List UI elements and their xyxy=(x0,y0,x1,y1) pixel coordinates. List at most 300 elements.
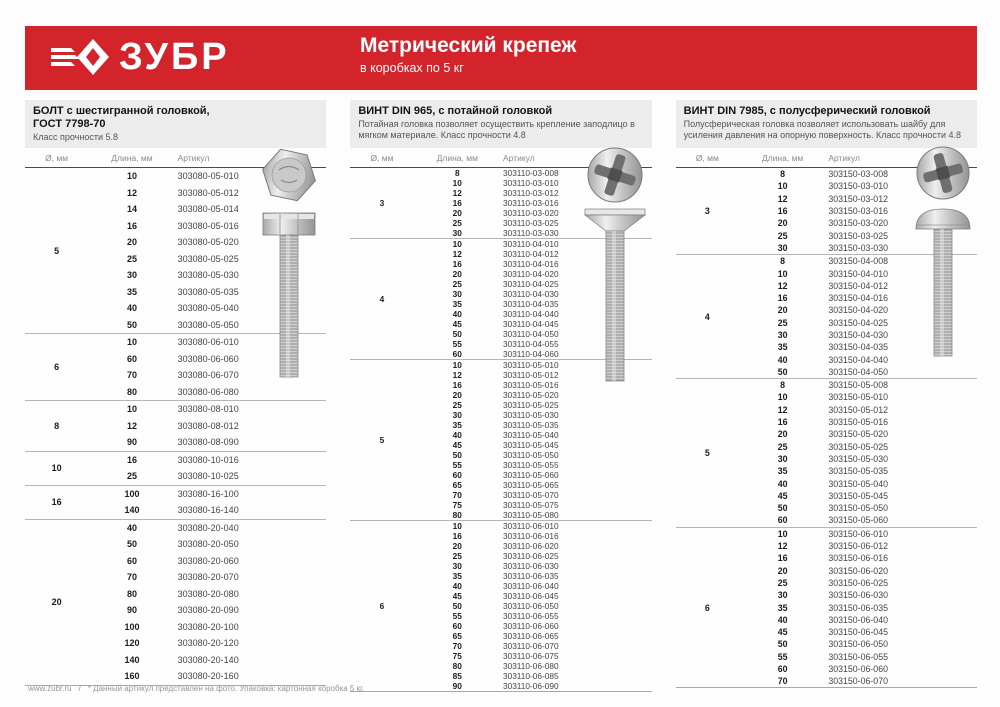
sku-cell: 303080-08-010 xyxy=(176,401,327,418)
sku-cell: 303110-04-055 xyxy=(502,339,559,349)
length-cell: 50 xyxy=(126,539,137,550)
section-title: ВИНТ DIN 7985, с полусферический головкой xyxy=(683,105,931,117)
sku-cell: 303110-03-030 xyxy=(502,228,559,238)
sku-cell: 303080-05-025 xyxy=(177,253,239,264)
length-cell: 60 xyxy=(126,555,137,566)
sku-cell: 303150-06-040 xyxy=(828,614,888,625)
length-cell: 12 xyxy=(126,187,137,198)
sku-cell: 303080-06-060 xyxy=(177,353,239,364)
length-cell: 35 xyxy=(126,286,137,297)
length-cell: 20 xyxy=(452,390,462,400)
sku-cell: 303110-04-050 xyxy=(502,329,559,339)
length-cell: 25 xyxy=(126,253,137,264)
sku-cell: 303110-06-050 xyxy=(502,601,559,611)
length-cell: 75 xyxy=(452,651,462,661)
table-row xyxy=(676,527,977,540)
sku-cell: 303080-08-012 xyxy=(177,420,239,431)
sku-cell: 303150-03-030 xyxy=(828,242,888,253)
length-cell: 40 xyxy=(777,478,788,489)
sku-cell: 303110-05-040 xyxy=(502,430,559,440)
length-cell: 10 xyxy=(88,168,175,185)
sku-cell: 303150-06-020 xyxy=(828,565,888,576)
length-cell: 16 xyxy=(126,220,137,231)
sku-cell: 303110-06-055 xyxy=(502,611,559,621)
sku-cell: 303150-05-035 xyxy=(828,466,888,477)
length-cell: 70 xyxy=(452,641,462,651)
diameter-cell: 3 xyxy=(350,168,413,239)
length-cell: 30 xyxy=(452,561,462,571)
length-cell: 10 xyxy=(414,521,501,532)
section-title-line2: ГОСТ 7798-70 xyxy=(33,118,106,131)
length-cell: 25 xyxy=(777,577,788,588)
length-cell: 16 xyxy=(777,206,788,217)
sku-cell: 303150-05-050 xyxy=(828,503,888,514)
sku-cell: 303150-04-050 xyxy=(828,366,888,377)
page-title: Метрический крепеж xyxy=(360,34,577,57)
catalog-content xyxy=(25,100,977,692)
sku-cell: 303110-04-016 xyxy=(502,259,559,269)
length-cell: 65 xyxy=(452,631,462,641)
sku-cell: 303110-06-010 xyxy=(501,521,652,532)
sku-cell: 303150-05-060 xyxy=(828,515,888,526)
length-cell: 16 xyxy=(777,417,788,428)
sku-cell: 303110-04-030 xyxy=(502,289,559,299)
sku-cell: 303080-05-014 xyxy=(177,204,239,215)
length-cell: 16 xyxy=(88,451,175,468)
sku-cell: 303110-04-045 xyxy=(502,319,559,329)
length-cell: 35 xyxy=(777,466,788,477)
length-cell: 20 xyxy=(126,237,137,248)
length-cell: 40 xyxy=(452,581,462,591)
length-cell: 12 xyxy=(126,420,137,431)
length-cell: 25 xyxy=(452,400,462,410)
length-cell: 30 xyxy=(777,453,788,464)
sku-cell: 303110-04-012 xyxy=(502,249,559,259)
col-header-length: Длина, мм xyxy=(414,151,501,168)
sku-cell: 303150-06-060 xyxy=(828,664,888,675)
length-cell: 10 xyxy=(777,392,788,403)
length-cell: 16 xyxy=(777,293,788,304)
sku-cell: 303110-05-075 xyxy=(502,500,559,510)
sku-cell: 303110-05-010 xyxy=(501,360,652,371)
sku-cell: 303150-05-025 xyxy=(828,441,888,452)
sku-cell: 303110-03-008 xyxy=(501,168,652,179)
length-cell: 80 xyxy=(452,510,462,520)
diameter-cell: 4 xyxy=(350,239,413,360)
col-header-diameter: Ø, мм xyxy=(676,151,739,168)
sku-cell: 303150-03-020 xyxy=(828,218,888,229)
sku-cell: 303110-04-060 xyxy=(502,349,559,359)
length-cell: 90 xyxy=(126,437,137,448)
sku-cell: 303080-05-050 xyxy=(177,319,239,330)
length-cell: 45 xyxy=(777,627,788,638)
diameter-cell: 16 xyxy=(25,485,88,519)
sku-cell: 303110-05-020 xyxy=(502,390,559,400)
sku-cell: 303110-06-075 xyxy=(502,651,559,661)
sku-cell: 303080-10-025 xyxy=(177,471,239,482)
length-cell: 60 xyxy=(452,349,462,359)
sku-cell: 303110-06-080 xyxy=(502,661,559,671)
sku-cell: 303150-06-055 xyxy=(828,651,888,662)
sku-cell: 303110-06-060 xyxy=(502,621,559,631)
sku-cell: 303110-06-065 xyxy=(502,631,559,641)
sku-cell: 303080-20-040 xyxy=(176,519,327,536)
section-description: Потайная головка позволяет осуществить крепление заподлицо в мягком материале. Класс прочности 4.8 xyxy=(358,119,635,141)
sku-cell: 303150-06-045 xyxy=(828,627,888,638)
length-cell: 100 xyxy=(124,621,140,632)
sku-cell: 303150-04-020 xyxy=(828,305,888,316)
sku-cell: 303080-05-030 xyxy=(177,270,239,281)
length-cell: 140 xyxy=(124,505,140,516)
diameter-cell: 6 xyxy=(350,521,413,692)
length-cell: 80 xyxy=(126,588,137,599)
sku-cell: 303110-05-030 xyxy=(502,410,559,420)
col-header-diameter: Ø, мм xyxy=(350,151,413,168)
sku-cell: 303080-05-010 xyxy=(176,168,327,185)
sku-cell: 303150-06-070 xyxy=(828,676,888,687)
length-cell: 16 xyxy=(452,198,462,208)
length-cell: 40 xyxy=(88,519,175,536)
diameter-cell: 6 xyxy=(25,334,88,401)
sku-cell: 303110-04-040 xyxy=(502,309,559,319)
sku-cell: 303110-05-050 xyxy=(502,450,559,460)
length-cell: 45 xyxy=(452,591,462,601)
length-cell: 12 xyxy=(777,404,788,415)
length-cell: 30 xyxy=(777,330,788,340)
length-cell: 20 xyxy=(452,269,462,279)
length-cell: 40 xyxy=(452,430,462,440)
table-row xyxy=(25,401,326,418)
length-cell: 30 xyxy=(777,242,788,253)
col-header-length: Длина, мм xyxy=(88,151,175,168)
sku-cell: 303110-03-025 xyxy=(502,218,559,228)
length-cell: 140 xyxy=(124,654,140,665)
length-cell: 80 xyxy=(126,386,137,397)
length-cell: 70 xyxy=(452,490,462,500)
table-row xyxy=(25,451,326,468)
length-cell: 12 xyxy=(452,188,462,198)
length-cell: 85 xyxy=(452,671,462,681)
section-title-line1: БОЛТ с шестигранной головкой, xyxy=(33,105,210,117)
length-cell: 16 xyxy=(452,380,462,390)
length-cell: 20 xyxy=(777,565,788,576)
length-cell: 45 xyxy=(452,319,462,329)
sku-cell: 303080-20-050 xyxy=(177,539,239,550)
length-cell: 50 xyxy=(777,503,788,514)
length-cell: 12 xyxy=(452,370,462,380)
sku-cell: 303150-05-030 xyxy=(828,453,888,464)
length-cell: 70 xyxy=(777,676,788,687)
diameter-cell: 20 xyxy=(25,519,88,685)
length-cell: 50 xyxy=(452,450,462,460)
length-cell: 50 xyxy=(452,601,462,611)
diameter-cell: 8 xyxy=(25,401,88,452)
length-cell: 55 xyxy=(452,339,462,349)
zubr-logo-icon xyxy=(51,35,109,79)
sku-cell: 303150-04-035 xyxy=(828,342,888,353)
length-cell: 160 xyxy=(124,671,140,682)
sku-cell: 303110-03-010 xyxy=(502,178,559,188)
sku-cell: 303110-05-012 xyxy=(502,370,559,380)
length-cell: 45 xyxy=(452,440,462,450)
length-cell: 100 xyxy=(88,485,175,502)
sku-cell: 303080-05-040 xyxy=(177,303,239,314)
page-subtitle: в коробках по 5 кг xyxy=(360,61,464,76)
length-cell: 35 xyxy=(777,342,788,353)
sku-cell: 303110-05-080 xyxy=(502,510,559,520)
length-cell: 25 xyxy=(777,441,788,452)
section-description: Полусферическая головка позволяет использовать шайбу для усиления давления на опорную поверхность. Класс прочности 4.8 xyxy=(683,119,962,141)
sku-cell: 303150-03-012 xyxy=(828,193,888,204)
length-cell: 25 xyxy=(126,471,137,482)
sku-cell: 303150-04-010 xyxy=(828,268,888,279)
header-banner xyxy=(25,26,977,90)
length-cell: 25 xyxy=(452,218,462,228)
sku-cell: 303080-06-010 xyxy=(176,334,327,351)
length-cell: 12 xyxy=(777,193,788,204)
sku-cell: 303080-20-090 xyxy=(177,605,239,616)
length-cell: 75 xyxy=(452,500,462,510)
length-cell: 8 xyxy=(739,255,826,268)
length-cell: 50 xyxy=(777,639,788,650)
col-header-length: Длина, мм xyxy=(739,151,826,168)
length-cell: 10 xyxy=(739,527,826,540)
length-cell: 16 xyxy=(777,553,788,564)
table-row xyxy=(350,521,651,532)
length-cell: 55 xyxy=(777,651,788,662)
length-cell: 30 xyxy=(452,410,462,420)
diameter-cell: 5 xyxy=(676,379,739,528)
length-cell: 35 xyxy=(452,420,462,430)
length-cell: 20 xyxy=(777,305,788,316)
length-cell: 20 xyxy=(777,218,788,229)
sku-cell: 303150-03-025 xyxy=(828,230,888,241)
sku-cell: 303110-06-030 xyxy=(502,561,559,571)
footer-separator: / xyxy=(78,684,81,693)
sku-cell: 303110-06-085 xyxy=(502,671,559,681)
sku-cell: 303080-16-100 xyxy=(176,485,327,502)
length-cell: 30 xyxy=(126,270,137,281)
length-cell: 90 xyxy=(452,681,462,691)
table-row xyxy=(25,485,326,502)
sku-cell: 303150-03-008 xyxy=(826,168,977,181)
sku-cell: 303150-04-040 xyxy=(828,354,888,365)
sku-cell: 303110-05-055 xyxy=(502,460,559,470)
length-cell: 90 xyxy=(126,605,137,616)
length-cell: 10 xyxy=(88,401,175,418)
sku-cell: 303080-20-140 xyxy=(177,654,239,665)
length-cell: 16 xyxy=(452,259,462,269)
sku-cell: 303110-05-070 xyxy=(502,490,559,500)
length-cell: 12 xyxy=(452,249,462,259)
sku-cell: 303150-05-020 xyxy=(828,429,888,440)
table-row xyxy=(676,379,977,392)
sku-cell: 303080-06-070 xyxy=(177,370,239,381)
sku-cell: 303110-06-090 xyxy=(502,681,559,691)
section-din965-screw xyxy=(350,100,651,692)
length-cell: 30 xyxy=(777,590,788,601)
sku-cell: 303150-04-025 xyxy=(828,317,888,328)
sku-cell: 303150-04-008 xyxy=(826,255,977,268)
length-cell: 8 xyxy=(739,379,826,392)
footer-site: www.zubr.ru xyxy=(28,684,72,693)
section-title xyxy=(33,105,318,131)
page-title-block xyxy=(360,34,576,75)
length-cell: 70 xyxy=(126,370,137,381)
length-cell: 10 xyxy=(88,334,175,351)
length-cell: 25 xyxy=(777,317,788,328)
diameter-cell: 10 xyxy=(25,451,88,485)
length-cell: 40 xyxy=(777,354,788,365)
sku-cell: 303080-20-070 xyxy=(177,572,239,583)
length-cell: 40 xyxy=(452,309,462,319)
length-cell: 16 xyxy=(452,531,462,541)
length-cell: 40 xyxy=(777,614,788,625)
sku-cell: 303080-10-016 xyxy=(176,451,327,468)
sku-cell: 303150-06-030 xyxy=(828,590,888,601)
sku-cell: 303110-05-065 xyxy=(502,480,559,490)
sku-cell: 303080-05-012 xyxy=(177,187,239,198)
sku-cell: 303110-05-060 xyxy=(502,470,559,480)
col-header-sku: Артикул xyxy=(501,151,652,168)
section-header xyxy=(676,100,977,148)
sku-cell: 303110-04-020 xyxy=(502,269,559,279)
sku-cell: 303150-06-010 xyxy=(826,527,977,540)
length-cell: 60 xyxy=(777,664,788,675)
col-header-sku: Артикул xyxy=(176,151,327,168)
sku-cell: 303150-05-008 xyxy=(826,379,977,392)
section-header xyxy=(350,100,651,148)
sku-cell: 303110-05-025 xyxy=(502,400,559,410)
length-cell: 45 xyxy=(777,490,788,501)
length-cell: 14 xyxy=(126,204,137,215)
length-cell: 120 xyxy=(124,638,140,649)
length-cell: 35 xyxy=(452,299,462,309)
footer-note: * Данный артикул представлен на фото. Упаковка: картонная коробка 5 кг. xyxy=(87,684,365,693)
sku-cell: 303110-05-016 xyxy=(502,380,559,390)
length-cell: 10 xyxy=(777,268,788,279)
brand-name: ЗУБР xyxy=(119,36,230,78)
length-cell: 20 xyxy=(452,208,462,218)
length-cell: 50 xyxy=(452,329,462,339)
sku-cell: 303110-05-035 xyxy=(502,420,559,430)
length-cell: 25 xyxy=(452,551,462,561)
length-cell: 70 xyxy=(126,572,137,583)
length-cell: 10 xyxy=(777,181,788,192)
diameter-cell: 5 xyxy=(25,168,88,334)
sku-cell: 303150-05-016 xyxy=(828,417,888,428)
sku-cell: 303150-06-050 xyxy=(828,639,888,650)
sku-cell: 303150-03-010 xyxy=(828,181,888,192)
length-cell: 30 xyxy=(452,228,462,238)
sku-cell: 303110-06-020 xyxy=(502,541,559,551)
col-header-sku: Артикул xyxy=(826,151,977,168)
length-cell: 60 xyxy=(452,621,462,631)
sku-cell: 303150-05-040 xyxy=(828,478,888,489)
sku-cell: 303110-06-040 xyxy=(502,581,559,591)
sku-cell: 303110-06-016 xyxy=(502,531,559,541)
diameter-cell: 4 xyxy=(676,255,739,379)
diameter-cell: 3 xyxy=(676,168,739,255)
length-cell: 35 xyxy=(452,571,462,581)
length-cell: 8 xyxy=(739,168,826,181)
length-cell: 50 xyxy=(777,366,788,377)
sku-cell: 303150-04-012 xyxy=(828,280,888,291)
section-hex-bolt xyxy=(25,100,326,692)
countersunk-screw-image xyxy=(576,145,654,390)
sku-cell: 303110-04-010 xyxy=(501,239,652,250)
sku-cell: 303150-04-016 xyxy=(828,293,888,304)
length-cell: 8 xyxy=(414,168,501,179)
length-cell: 20 xyxy=(777,429,788,440)
sku-cell: 303080-06-080 xyxy=(177,386,239,397)
hex-bolt-image xyxy=(250,145,328,385)
length-cell: 60 xyxy=(126,353,137,364)
zubr-logo xyxy=(51,35,230,79)
sku-cell: 303150-03-016 xyxy=(828,206,888,217)
sku-cell: 303110-06-045 xyxy=(502,591,559,601)
sku-cell: 303110-03-012 xyxy=(502,188,559,198)
length-cell: 20 xyxy=(452,541,462,551)
section-title: ВИНТ DIN 965, с потайной головкой xyxy=(358,105,553,117)
sku-cell: 303150-04-030 xyxy=(828,330,888,340)
sku-cell: 303150-06-016 xyxy=(828,553,888,564)
sku-cell: 303080-05-020 xyxy=(177,237,239,248)
length-cell: 10 xyxy=(414,239,501,250)
sku-cell: 303110-06-025 xyxy=(502,551,559,561)
sku-cell: 303150-05-045 xyxy=(828,490,888,501)
length-cell: 12 xyxy=(777,280,788,291)
sku-cell: 303080-08-090 xyxy=(177,437,239,448)
section-description: Класс прочности 5.8 xyxy=(33,132,119,143)
length-cell: 25 xyxy=(777,230,788,241)
table-row xyxy=(25,519,326,536)
sku-cell: 303110-04-025 xyxy=(502,279,559,289)
length-cell: 55 xyxy=(452,611,462,621)
length-cell: 10 xyxy=(452,178,462,188)
length-cell: 55 xyxy=(452,460,462,470)
sku-cell: 303080-05-016 xyxy=(177,220,239,231)
sku-cell: 303080-20-160 xyxy=(177,671,239,682)
page-footer xyxy=(28,684,364,693)
length-cell: 40 xyxy=(126,303,137,314)
sku-cell: 303150-05-012 xyxy=(828,404,888,415)
length-cell: 60 xyxy=(777,515,788,526)
length-cell: 30 xyxy=(452,289,462,299)
sku-cell: 303080-20-080 xyxy=(177,588,239,599)
sku-cell: 303110-04-035 xyxy=(502,299,559,309)
length-cell: 10 xyxy=(414,360,501,371)
sku-cell: 303110-05-045 xyxy=(502,440,559,450)
col-header-diameter: Ø, мм xyxy=(25,151,88,168)
sku-cell: 303080-16-140 xyxy=(177,505,239,516)
length-cell: 50 xyxy=(126,319,137,330)
sku-cell: 303110-06-070 xyxy=(502,641,559,651)
length-cell: 35 xyxy=(777,602,788,613)
length-cell: 12 xyxy=(777,541,788,552)
sku-cell: 303150-06-035 xyxy=(828,602,888,613)
sku-cell: 303080-20-120 xyxy=(177,638,239,649)
sku-cell: 303080-20-060 xyxy=(177,555,239,566)
length-cell: 80 xyxy=(452,661,462,671)
sku-cell: 303150-05-010 xyxy=(828,392,888,403)
length-cell: 25 xyxy=(452,279,462,289)
diameter-cell: 5 xyxy=(350,360,413,521)
diameter-cell: 6 xyxy=(676,527,739,688)
sku-cell: 303110-03-016 xyxy=(502,198,559,208)
section-din7985-screw xyxy=(676,100,977,692)
sku-cell: 303150-06-025 xyxy=(828,577,888,588)
